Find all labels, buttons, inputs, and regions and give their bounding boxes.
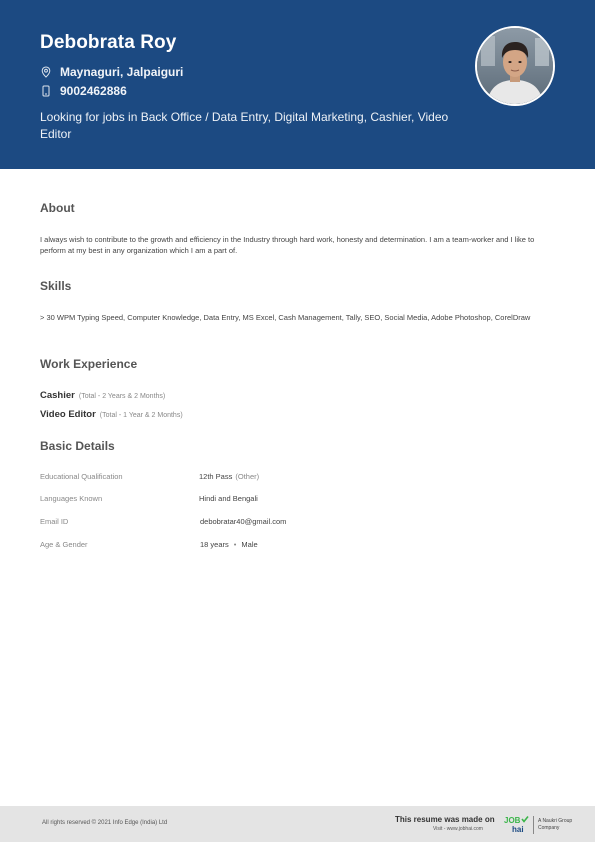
job-duration: (Total - 2 Years & 2 Months) bbox=[78, 393, 166, 400]
copyright-text: All rights reserved © 2021 Info Edge (India) Ltd bbox=[42, 820, 168, 826]
location-text: Maynaguri, Jalpaiguri bbox=[60, 65, 184, 79]
separator-dot: • bbox=[233, 540, 237, 549]
avatar bbox=[475, 26, 555, 106]
job-role: Cashier bbox=[40, 390, 75, 401]
phone-icon bbox=[40, 85, 52, 97]
skills-text: > 30 WPM Typing Speed, Computer Knowledge, Data Entry, MS Excel, Cash Management, Tally, SEO, Social Media, Adobe Photoshop, CorelDraw bbox=[40, 313, 531, 322]
email-label: Email ID bbox=[40, 517, 69, 526]
skills-title: Skills bbox=[40, 279, 72, 293]
languages-label: Languages Known bbox=[40, 494, 103, 503]
gender-value: Male bbox=[241, 540, 258, 549]
jobhai-logo bbox=[503, 815, 531, 835]
about-text: I always wish to contribute to the growth and efficiency in the Industry through hard work, honesty and determination. I am a team-worker and I like to perform at my best in any organization which I am a part of. bbox=[40, 235, 535, 255]
location-row bbox=[40, 65, 183, 79]
resume-header bbox=[0, 0, 595, 169]
languages-value: Hindi and Bengali bbox=[199, 494, 258, 503]
job-entry-video-editor bbox=[40, 409, 183, 420]
education-level: 12th Pass bbox=[199, 472, 233, 481]
job-preferences: Looking for jobs in Back Office / Data Entry, Digital Marketing, Cashier, Video Editor bbox=[40, 110, 449, 141]
basic-details-title: Basic Details bbox=[40, 439, 115, 453]
job-duration: (Total - 1 Year & 2 Months) bbox=[99, 412, 183, 419]
visit-link[interactable]: Visit - www.jobhai.com bbox=[433, 826, 483, 832]
phone-row bbox=[40, 84, 127, 98]
email-value: debobratar40@gmail.com bbox=[200, 517, 287, 526]
work-experience-title: Work Experience bbox=[40, 357, 138, 371]
resume-footer bbox=[0, 806, 595, 842]
footer-divider bbox=[533, 816, 534, 834]
logo-bottom-text: hai bbox=[512, 825, 524, 834]
age-gender-label: Age & Gender bbox=[40, 540, 88, 549]
made-on-text: This resume was made on bbox=[395, 815, 495, 824]
education-value bbox=[199, 472, 259, 481]
about-title: About bbox=[40, 201, 75, 215]
location-pin-icon bbox=[40, 66, 52, 78]
naukri-group-text: A Naukri Group Company bbox=[538, 818, 573, 831]
age-value: 18 years bbox=[200, 540, 229, 549]
age-gender-value bbox=[200, 540, 258, 549]
phone-text: 9002462886 bbox=[60, 84, 127, 98]
education-board: (Other) bbox=[235, 472, 260, 481]
education-label: Educational Qualification bbox=[40, 472, 123, 481]
candidate-name: Debobrata Roy bbox=[40, 32, 177, 53]
job-entry-cashier bbox=[40, 390, 165, 401]
job-role: Video Editor bbox=[40, 409, 96, 420]
logo-top-text: JOB bbox=[504, 816, 521, 825]
